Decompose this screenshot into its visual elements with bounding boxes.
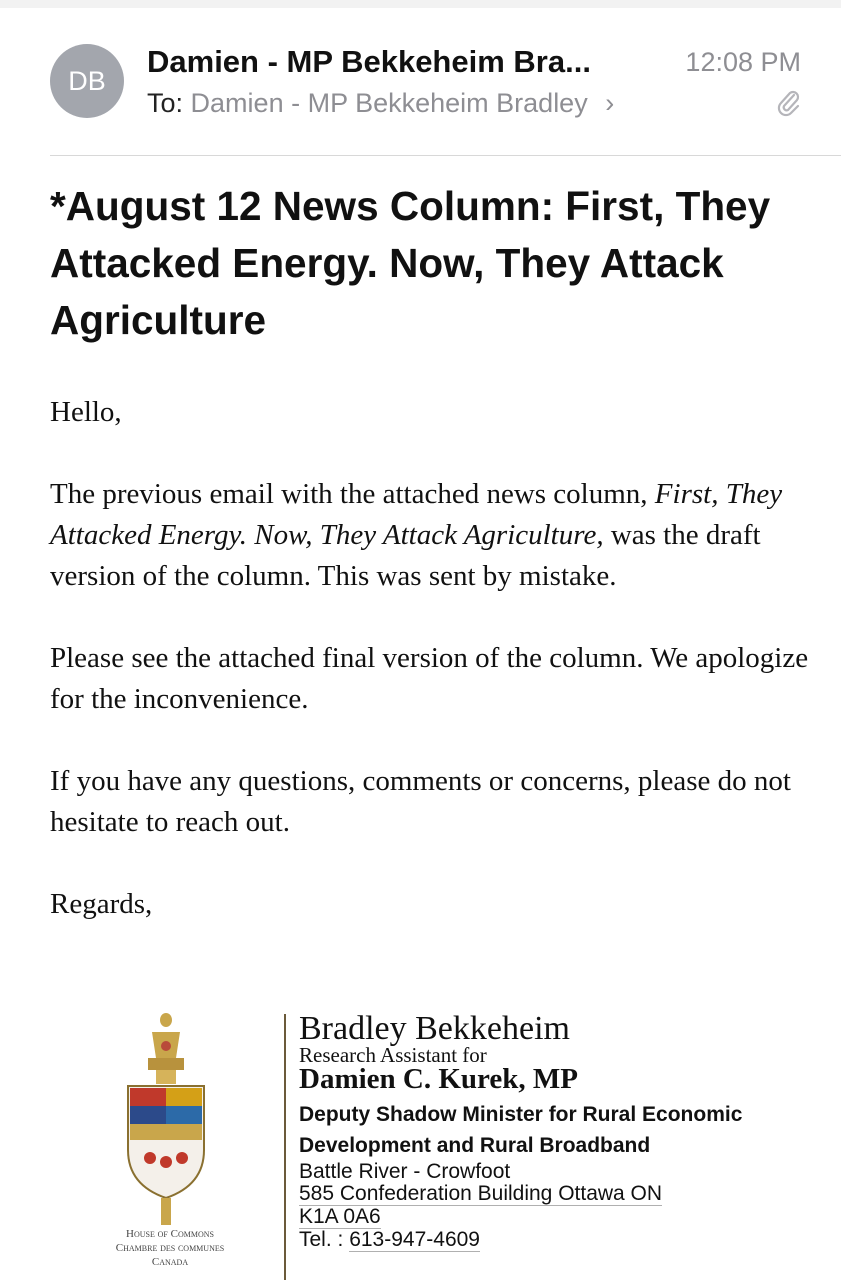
signature-mp: Damien C. Kurek, MP bbox=[299, 1063, 578, 1095]
signature-address-2[interactable] bbox=[299, 1206, 759, 1229]
column-title: First, They Attacked Energy. Now, They Attack Agriculture, bbox=[50, 478, 783, 551]
body-paragraph-3: If you have any questions, comments or concerns, please do not hesitate to reach out. bbox=[50, 765, 791, 838]
address-link-1[interactable]: 585 Confederation Building Ottawa ON bbox=[299, 1182, 663, 1205]
crest-line-3: Canada bbox=[151, 1256, 189, 1268]
signature-role: Research Assistant for bbox=[299, 1043, 487, 1067]
signature-divider bbox=[284, 1014, 286, 1280]
p1-text-end: was the draft version of the column. This was sent by mistake. bbox=[50, 519, 761, 592]
phone-link[interactable]: 613-947-4609 bbox=[349, 1228, 480, 1251]
closing: Regards, bbox=[50, 888, 153, 920]
email-signature bbox=[299, 1012, 759, 1252]
avatar[interactable] bbox=[50, 44, 124, 118]
crest-line-2: Chambre des communes bbox=[115, 1242, 225, 1254]
body-paragraph-1 bbox=[50, 474, 820, 597]
signature-address-1[interactable] bbox=[299, 1183, 759, 1206]
signature-title: Deputy Shadow Minister for Rural Economic Development and Rural Broadband bbox=[299, 1103, 743, 1157]
email-subject: *August 12 News Column: First, They Attacked Energy. Now, They Attack Agriculture bbox=[50, 183, 771, 343]
signature-name: Bradley Bekkeheim bbox=[299, 1010, 570, 1047]
header-divider bbox=[50, 155, 841, 156]
paperclip-icon[interactable] bbox=[775, 88, 803, 118]
recipient-row[interactable] bbox=[147, 88, 614, 119]
recipient-name[interactable]: Damien - MP Bekkeheim Bradley bbox=[190, 88, 588, 118]
house-of-commons-crest-icon bbox=[70, 1010, 270, 1225]
phone-label: Tel. : bbox=[299, 1228, 344, 1251]
greeting: Hello, bbox=[50, 396, 122, 428]
signature-riding: Battle River - Crowfoot bbox=[299, 1160, 511, 1183]
chevron-right-icon[interactable]: › bbox=[605, 88, 615, 118]
timestamp: 12:08 PM bbox=[685, 47, 801, 77]
crest-line-1: House of Commons bbox=[126, 1228, 214, 1240]
signature-crest bbox=[70, 1010, 270, 1280]
to-label: To: bbox=[147, 88, 184, 118]
signature-phone bbox=[299, 1229, 759, 1252]
status-bar-strip bbox=[0, 0, 841, 8]
avatar-initials: DB bbox=[68, 65, 106, 96]
body-paragraph-2: Please see the attached final version of the column. We apologize for the inconvenience. bbox=[50, 642, 809, 715]
sender-name[interactable]: Damien - MP Bekkeheim Bra... bbox=[147, 44, 591, 79]
email-body bbox=[50, 392, 820, 966]
p1-text-start: The previous email with the attached news column, bbox=[50, 478, 648, 510]
address-link-2[interactable]: K1A 0A6 bbox=[299, 1205, 381, 1228]
